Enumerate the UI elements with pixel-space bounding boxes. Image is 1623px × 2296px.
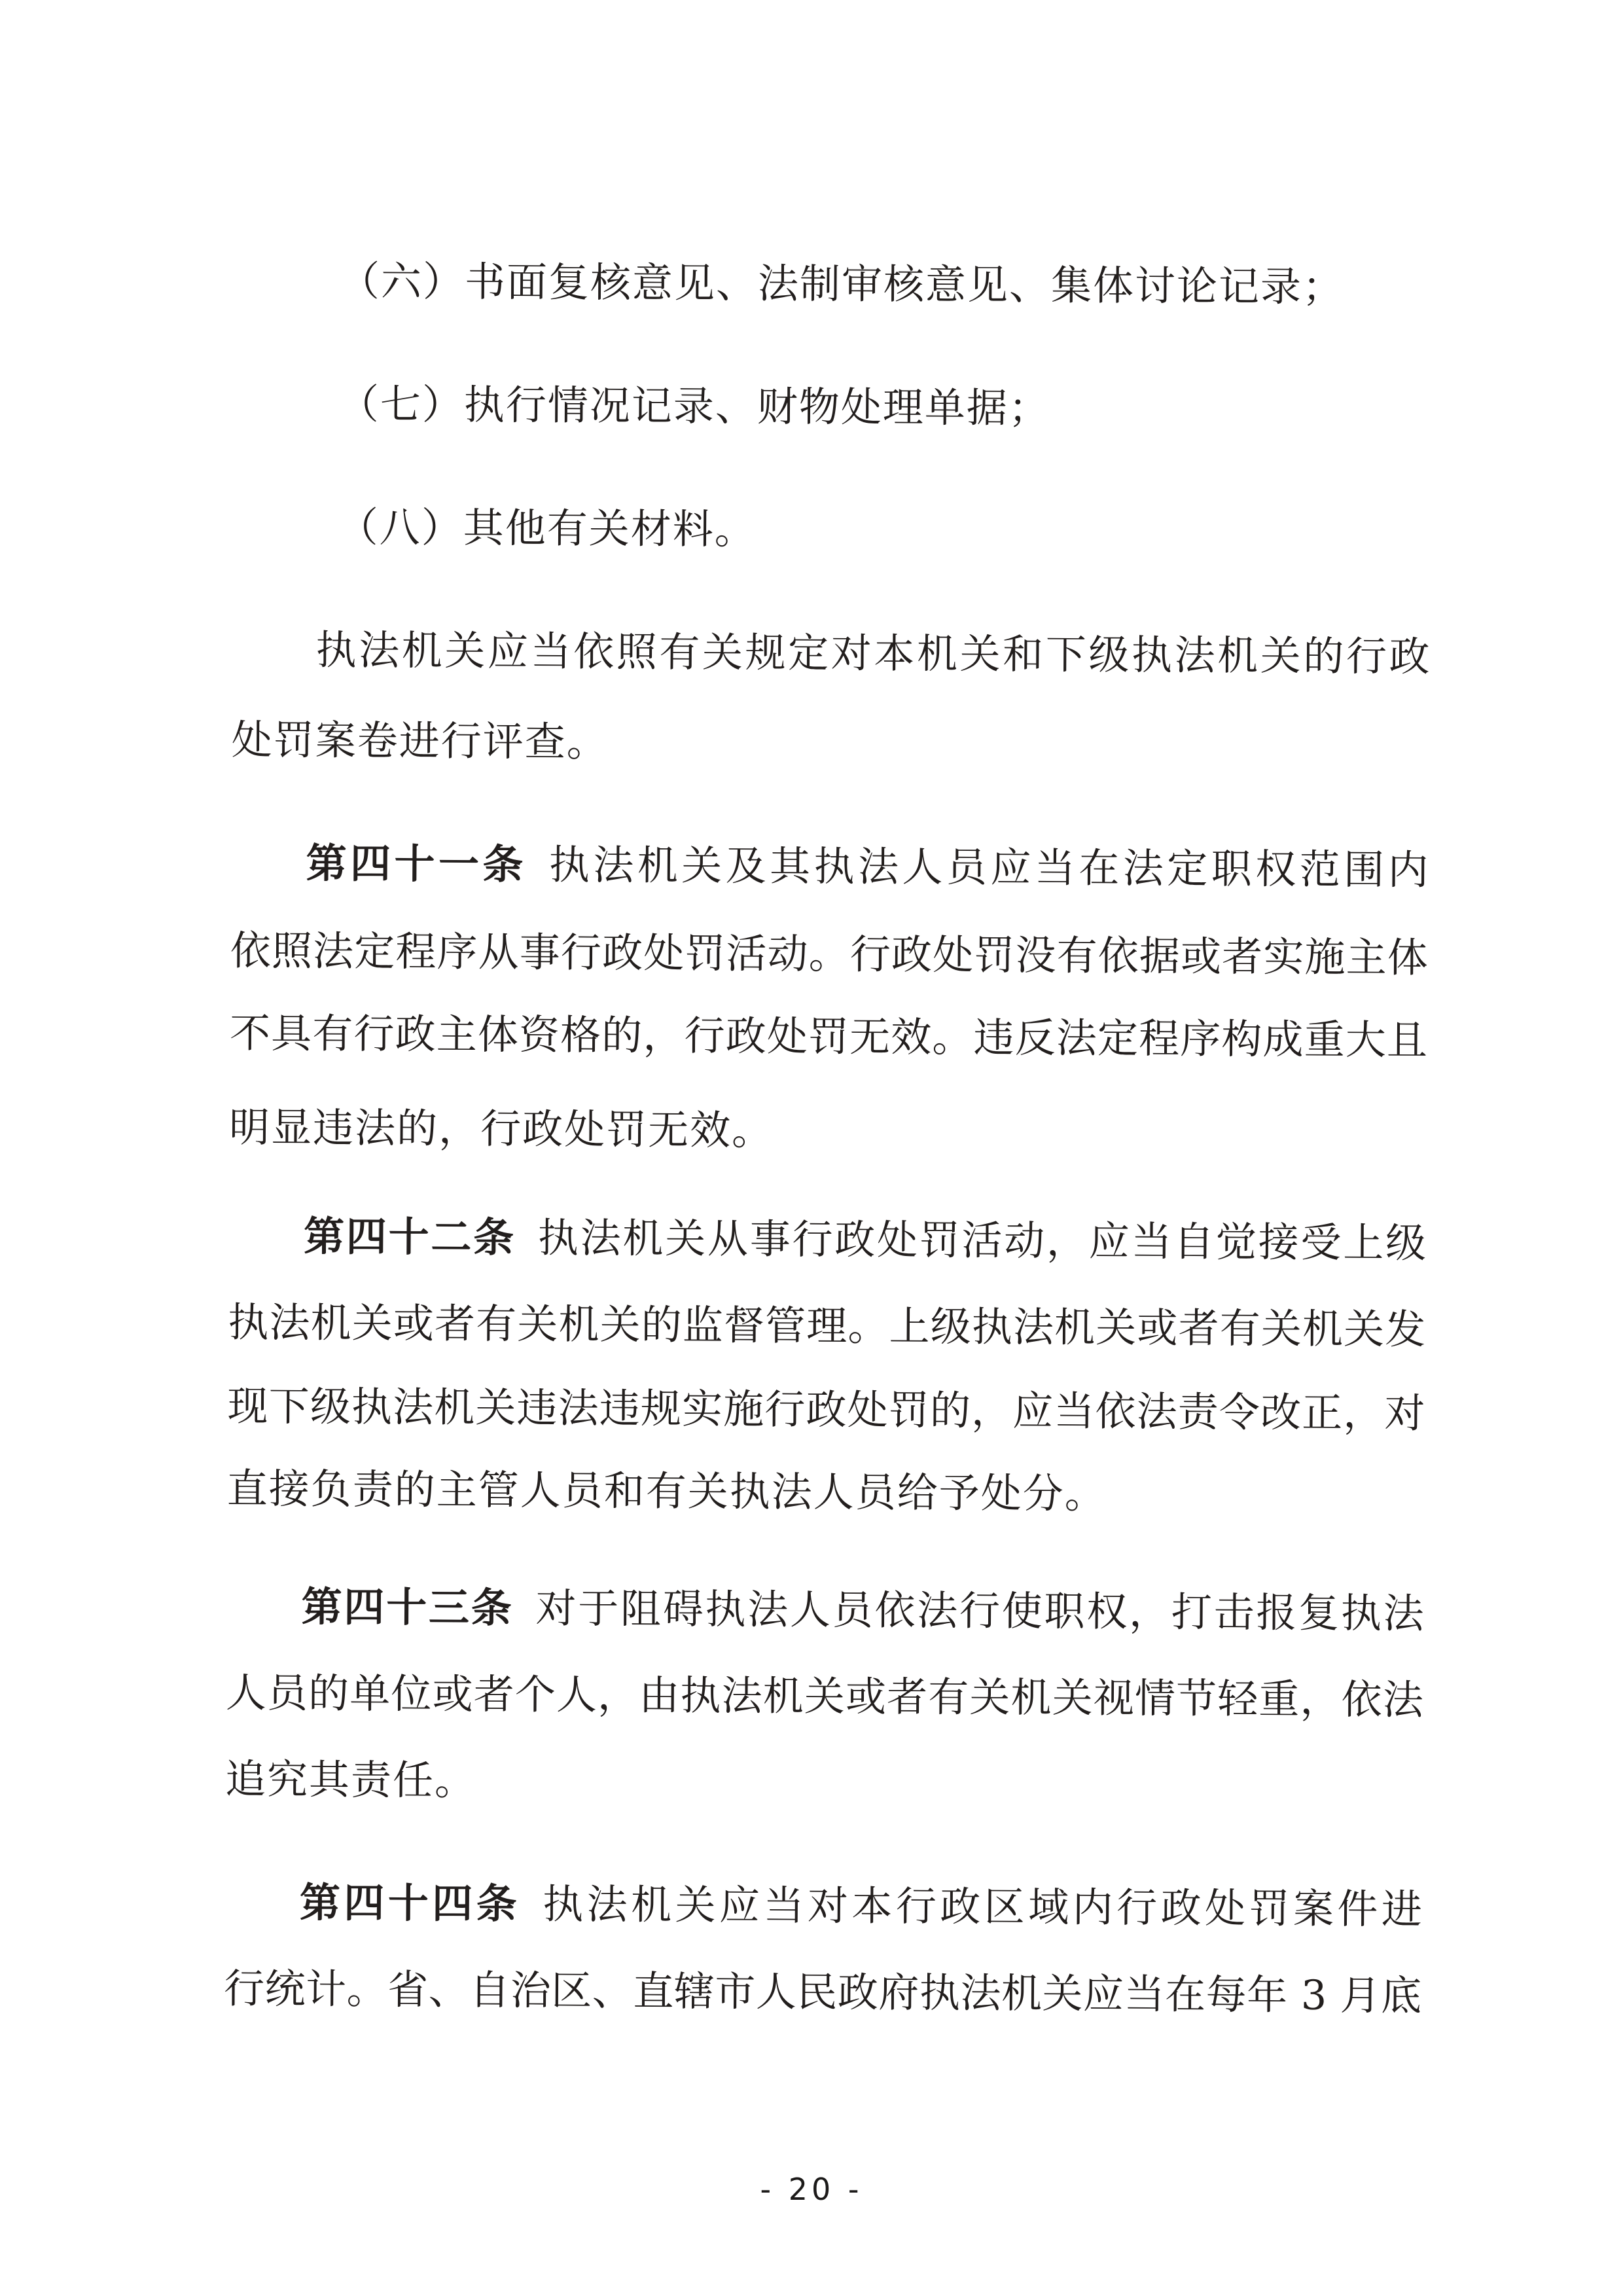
line-text: 不具有行政主体资格的，行政处罚无效。违反法定程序构成重大且 <box>229 1009 1428 1064</box>
article-43-line <box>225 1756 1423 1810</box>
line-text: 执法机关或者有关机关的监督管理。上级执法机关或者有关机关发 <box>228 1298 1426 1354</box>
line-text: 直接负责的主管人员和有关执法人员给予处分。 <box>226 1464 1107 1518</box>
line-text: 追究其责任。 <box>224 1755 477 1804</box>
article-44-line <box>300 1879 1422 1933</box>
article-number: 第四十三条 <box>301 1583 514 1632</box>
article-43-line <box>226 1670 1423 1724</box>
paragraph-line <box>232 717 1429 771</box>
line-text: 依照法定程序从事行政处罚活动。行政处罚没有依据或者实施主体 <box>230 926 1428 982</box>
article-42-line <box>227 1465 1425 1520</box>
line-text: 现下级执法机关违法违规实施行政处罚的，应当依法责令改正，对 <box>227 1382 1425 1437</box>
article-number: 第四十二条 <box>303 1212 516 1262</box>
article-41-line <box>230 1010 1427 1064</box>
line-text: 执法机关应当对本行政区域内行政处罚案件进 <box>542 1880 1423 1933</box>
article-42-line <box>227 1383 1425 1437</box>
line-text: （七）执行情况记录、财物处理单据； <box>338 380 1051 433</box>
line-text: 执法机关从事行政处罚活动，应当自觉接受上级 <box>537 1213 1427 1267</box>
line-text: 执法机关及其执法人员应当在法定职权范围内 <box>548 840 1429 894</box>
list-item-6 <box>339 258 1432 312</box>
article-42-line <box>228 1299 1425 1354</box>
line-text: （八）其他有关材料。 <box>337 503 757 554</box>
line-text: 明显违法的，行政处罚无效。 <box>228 1103 774 1155</box>
list-item-8 <box>338 504 1431 558</box>
page-number: - 20 - <box>760 2172 863 2207</box>
article-42-line <box>304 1213 1426 1266</box>
line-text: 人员的单位或者个人，由执法机关或者有关机关视情节轻重，依法 <box>225 1668 1424 1724</box>
line-text: 执法机关应当依照有关规定对本机关和下级执法机关的行政 <box>315 626 1430 681</box>
list-item-7 <box>338 381 1431 435</box>
article-41-line <box>306 840 1428 893</box>
article-number: 第四十四条 <box>299 1878 521 1928</box>
article-41-line <box>229 1104 1427 1158</box>
article-43-line <box>301 1583 1423 1637</box>
line-text: 对于阻碍执法人员依法行使职权，打击报复执法 <box>535 1584 1424 1638</box>
line-text: （六）书面复核意见、法制审核意见、集体讨论记录； <box>338 257 1345 311</box>
line-text: 行统计。省、自治区、直辖市人民政府执法机关应当在每年 3 月底 <box>223 1964 1422 2020</box>
line-text: 处罚案卷进行评查。 <box>231 715 609 766</box>
article-number: 第四十一条 <box>306 839 527 889</box>
article-41-line <box>230 927 1428 982</box>
paragraph-line <box>315 626 1429 680</box>
article-44-line <box>224 1965 1421 2020</box>
